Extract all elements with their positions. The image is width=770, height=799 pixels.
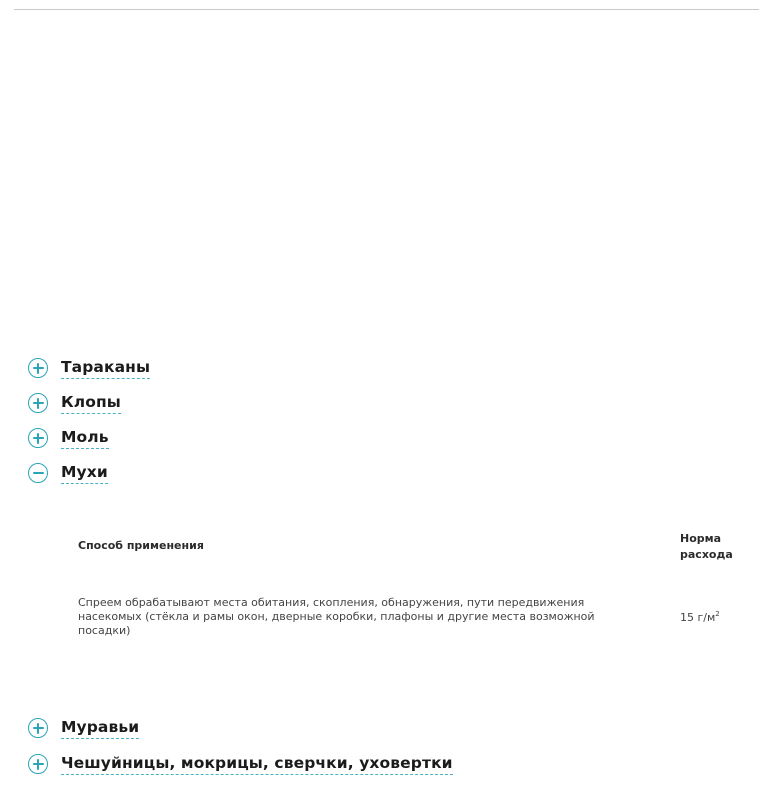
accordion-item-flies[interactable] bbox=[28, 460, 108, 486]
plus-circle-icon[interactable] bbox=[28, 428, 48, 448]
column-header-norm-line1: Норма bbox=[680, 532, 722, 545]
column-header-norm bbox=[680, 531, 744, 563]
plus-circle-icon[interactable] bbox=[28, 358, 48, 378]
table-cell-method: Спреем обрабатывают места обитания, скопления, обнаружения, пути передвижения насекомых (стёкла и рамы окон, дверные коробки, плафоны и другие места возможной посадки) bbox=[78, 596, 595, 637]
column-header-method: Способ применения bbox=[78, 539, 204, 552]
top-divider bbox=[14, 9, 759, 10]
column-header-norm-line2: расхода bbox=[680, 548, 733, 561]
accordion-label[interactable]: Муравьи bbox=[61, 718, 139, 739]
plus-circle-icon[interactable] bbox=[28, 393, 48, 413]
accordion-label[interactable]: Чешуйницы, мокрицы, сверчки, уховертки bbox=[61, 754, 453, 775]
table-cell-norm bbox=[680, 610, 720, 624]
norm-superscript: 2 bbox=[715, 610, 720, 618]
accordion-label[interactable]: Тараканы bbox=[61, 358, 150, 379]
accordion-item-moth[interactable] bbox=[28, 425, 109, 451]
accordion-label[interactable]: Клопы bbox=[61, 393, 121, 414]
accordion-label[interactable]: Мухи bbox=[61, 463, 108, 484]
minus-circle-icon[interactable] bbox=[28, 463, 48, 483]
accordion-item-ants[interactable] bbox=[28, 715, 139, 741]
accordion-item-silverfish[interactable] bbox=[28, 751, 453, 777]
accordion-item-cockroaches[interactable] bbox=[28, 355, 150, 381]
accordion-label[interactable]: Моль bbox=[61, 428, 109, 449]
accordion-item-bedbugs[interactable] bbox=[28, 390, 121, 416]
plus-circle-icon[interactable] bbox=[28, 754, 48, 774]
norm-value: 15 г/м bbox=[680, 611, 716, 624]
plus-circle-icon[interactable] bbox=[28, 718, 48, 738]
